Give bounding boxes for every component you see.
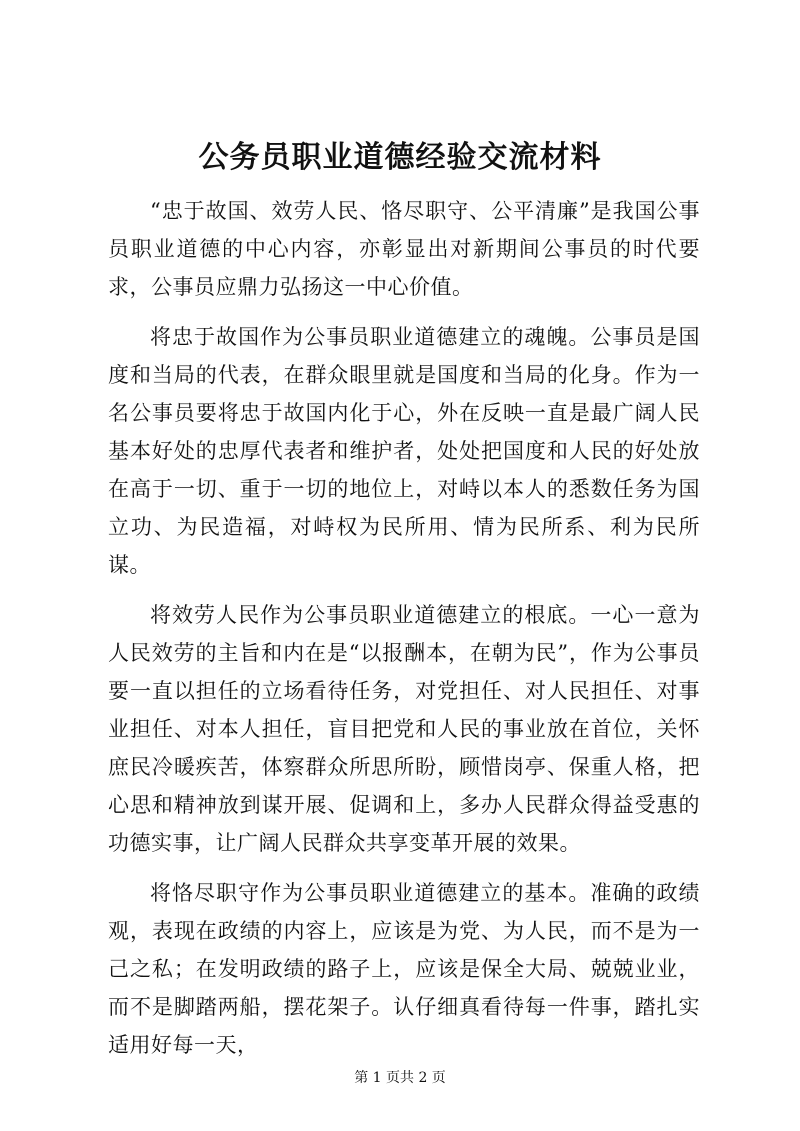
document-body: [108, 192, 700, 1076]
page-total: 共 2 页: [400, 1070, 446, 1086]
paragraph-4: 将恪尽职守作为公事员职业道德建立的基本。准确的政绩观，表现在政绩的内容上，应该是为党、为人民，而不是为一己之私；在发明政绩的路子上，应该是保全大局、兢兢业业，而不是脚踏两船，摆花架子。认仔细真看待每一件事，踏扎实适用好每一天，: [108, 881, 700, 1057]
paragraph-2: 将忠于故国作为公事员职业道德建立的魂魄。公事员是国度和当局的代表，在群众眼里就是国度和当局的化身。作为一名公事员要将忠于故国内化于心，外在反映一直是最广阔人民基本好处的忠厚代表者和维护者，处处把国度和人民的好处放在高于一切、重于一切的地位上，对峙以本人的悉数任务为国立功、为民造福，对峙权为民所用、情为民所系、利为民所谋。: [108, 325, 700, 577]
document-title: 公务员职业道德经验交流材料: [198, 140, 602, 175]
paragraph-1: “忠于故国、效劳人民、恪尽职守、公平清廉”是我国公事员职业道德的中心内容，亦彰显出对新期间公事员的时代要求，公事员应鼎力弘扬这一中心价值。: [108, 199, 700, 299]
paragraph-3: 将效劳人民作为公事员职业道德建立的根底。一心一意为人民效劳的主旨和内在是“以报酬本，在朝为民”，作为公事员要一直以担任的立场看待任务，对党担任、对人民担任、对事业担任、对本人担任，盲目把党和人民的事业放在首位，关怀庶民冷暖疾苦，体察群众所思所盼，顾惜岗亭、保重人格，把心思和精神放到谋开展、促调和上，多办人民群众得益受惠的功德实事，让广阔人民群众共享变革开展的效果。: [108, 603, 700, 855]
page-number: 第 1 页: [354, 1070, 400, 1086]
page-footer: [0, 1068, 800, 1088]
